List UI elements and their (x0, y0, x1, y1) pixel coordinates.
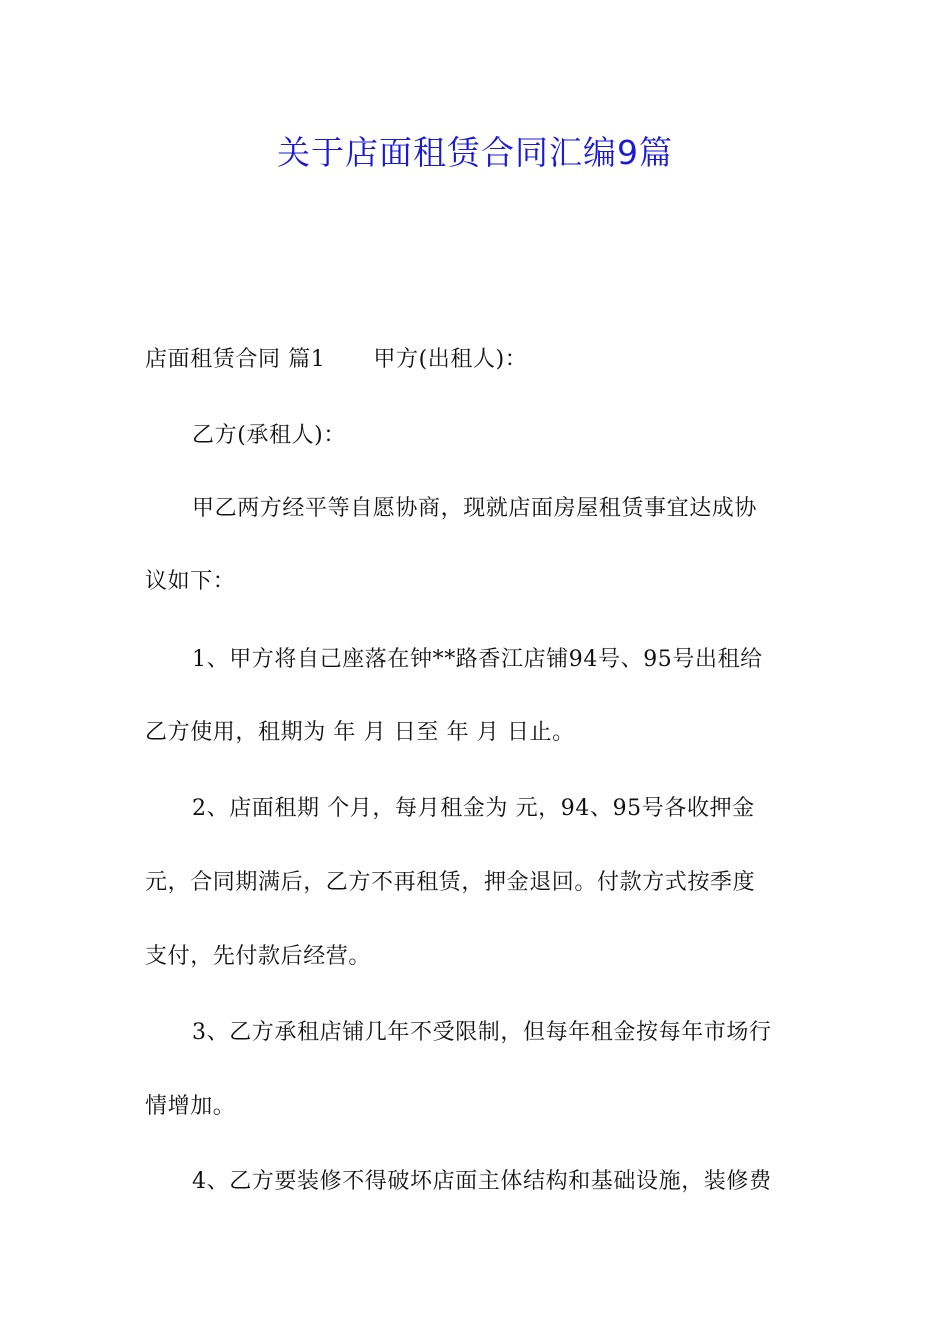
clause-4-line: 4、乙方要装修不得破坏店面主体结构和基础设施，装修费 (192, 1169, 772, 1194)
clause-3-line: 3、乙方承租店铺几年不受限制，但每年租金按每年市场行 (192, 1020, 772, 1045)
document-title: 关于店面租赁合同汇编9篇 (277, 133, 673, 172)
party-b-label: 乙方(承租人)： (192, 423, 346, 448)
clause-1-line: 1、甲方将自己座落在钟**路香江店铺94号、95号出租给 (192, 647, 763, 672)
first-line (145, 344, 815, 376)
clause-2-line: 元，合同期满后，乙方不再租赁，押金退回。付款方式按季度 (145, 870, 756, 895)
paragraph-line: 甲乙两方经平等自愿协商，现就店面房屋租赁事宜达成协 (192, 496, 758, 521)
clause-2-line: 支付，先付款后经营。 (145, 944, 372, 969)
paragraph-line: 议如下： (145, 569, 236, 594)
section-heading: 店面租赁合同 篇1 (145, 347, 326, 372)
clause-3-line: 情增加。 (145, 1094, 236, 1119)
clause-1-line: 乙方使用，租期为 年 月 日至 年 月 日止。 (145, 720, 575, 745)
clause-2-line: 2、店面租期 个月，每月租金为 元，94、95号各收押金 (192, 796, 755, 821)
party-a-label: 甲方(出租人)： (373, 347, 528, 372)
